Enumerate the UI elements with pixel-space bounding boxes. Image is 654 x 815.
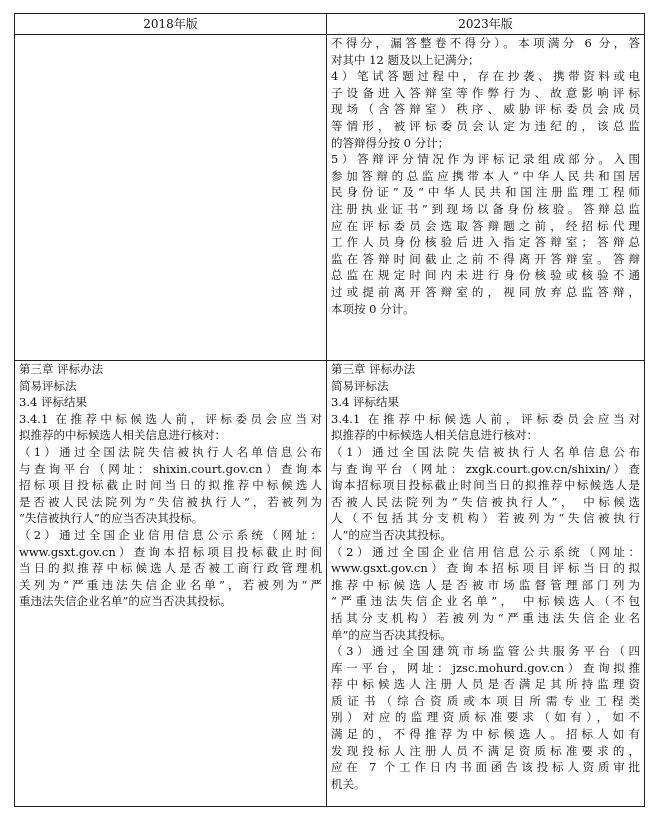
text-line: 库一平台，网址：jzsc.mohurd.gov.cn）查询拟推 — [331, 660, 640, 675]
text-line: www.gsxt.gov.cn）查询本招标项目评标当日的拟 — [331, 561, 640, 576]
text-line: 简易评标法 — [331, 378, 389, 393]
text-line: 与查询平台（网址：shixin.court.gov.cn）查询本 — [19, 461, 322, 476]
text-line: 与查询平台（网址：zxgk.court.gov.cn/shixin/）查 — [331, 461, 640, 476]
header-2018: 2018年版 — [15, 14, 327, 35]
text-line: 子设备进入答辩室等作弊行为、故意影响评标 — [331, 85, 640, 100]
text-line: 注册执业证书”到现场以备身份核验。答辩总监 — [331, 201, 640, 216]
header-row — [15, 14, 645, 35]
text-line: 3.4.1 在推荐中标候选人前，评标委员会应当对 — [19, 411, 322, 426]
cell-2018-continued — [15, 35, 327, 361]
text-line: 简易评标法 — [19, 378, 77, 393]
text-line: 人（不包括其分支机构）若被列为“失信被执行 — [331, 511, 640, 526]
text-line: 括其分支机构）若被列为“严重违法失信企业名 — [331, 610, 640, 625]
text-line: 本项按 0 分计。 — [331, 301, 415, 316]
text-line: （1）通过全国法院失信被执行人名单信息公布 — [19, 444, 322, 459]
text-line: 的答辩得分按 0 分计； — [331, 135, 450, 150]
comparison-table — [14, 13, 645, 807]
cell-2023-continued — [327, 35, 645, 361]
text-line: 第三章 评标办法 — [19, 362, 104, 376]
table-row — [15, 35, 645, 361]
text-line: 质证书（综合资质或本项目所需专业工程类 — [331, 693, 640, 708]
text-line: 总监在规定时间内未进行身份核验或核验不通 — [331, 268, 640, 283]
text-line: 别）对应的监理资质标准要求（如有），如不 — [331, 710, 640, 725]
table-row — [15, 361, 645, 807]
text-line: 招标项目投标截止时间当日的拟推荐中标候选人 — [19, 478, 322, 493]
text-line: 推荐中标候选人是否被市场监督管理部门列为 — [331, 577, 640, 592]
text-line: 机关。 — [331, 776, 366, 791]
text-line: 询本招标项目投标截止时间当日的拟推荐中标候选人是 — [331, 478, 640, 493]
text-line: 3.4 评标结果 — [19, 395, 87, 410]
text-line: 5）答辩评分情况作为评标记录组成部分。入围 — [331, 152, 640, 167]
text-line: 拟推荐的中标候选人相关信息进行核对： — [19, 428, 226, 443]
text-line: “失信被执行人”的应当否决其投标。 — [19, 511, 204, 526]
text-line: 单”的应当否决其投标。 — [331, 627, 452, 642]
text-line: 否被人民法院列为“失信被执行人”， 中标候选 — [331, 494, 640, 509]
text-line: 4）笔试答题过程中，存在抄袭、携带资料或电 — [331, 69, 640, 84]
cell-2023-chapter3 — [327, 361, 645, 807]
text-line: 3.4 评标结果 — [331, 395, 399, 410]
text-line: 等情形，被评标委员会认定为违纪的，该总监 — [331, 118, 640, 133]
text-line: “严重违法失信企业名单”， 中标候选人（不包 — [331, 594, 640, 609]
text-line: 是否被人民法院列为“失信被执行人”，若被列为 — [19, 494, 322, 509]
text-line: www.gsxt.gov.cn）查询本招标项目投标截止时间 — [19, 544, 322, 559]
text-line: 第三章 评标办法 — [331, 362, 416, 376]
text-line: 应在 7 个工作日内书面函告该投标人资质审批 — [331, 760, 640, 775]
text-line: 现场（含答辩室）秩序、威胁评标委员会成员 — [331, 102, 640, 117]
text-line: （1）通过全国法院失信被执行人名单信息公布 — [331, 444, 640, 459]
text-line: 人”的应当否决其投标。 — [331, 527, 452, 542]
text-line: 满足的，不得推荐为中标候选人。招标人如有 — [331, 727, 640, 742]
text-line: （2）通过全国企业信用信息公示系统（网址： — [331, 544, 640, 559]
text-line: 3.4.1 在推荐中标候选人前，评标委员会应当对 — [331, 411, 640, 426]
text-line: 对其中 12 题及以上记满分； — [331, 52, 480, 67]
text-line: 不得分，漏答整卷不得分）。本项满分 6 分，答 — [331, 36, 640, 50]
text-line: 关列为“严重违法失信企业名单”，若被列为“严 — [19, 577, 322, 592]
text-line: 应在评标委员会选取答辩题之前，经招标代理 — [331, 218, 640, 233]
text-line: 过或提前离开答辩室的，视同放弃总监答辩， — [331, 284, 640, 299]
text-line: 重违法失信企业名单”的应当否决其投标。 — [19, 594, 232, 609]
text-line: 监在答辩时间截止之前不得离开答辩室。答辩 — [331, 251, 640, 266]
text-line: 拟推荐的中标候选人相关信息进行核对： — [331, 428, 538, 443]
text-line: 工作人员身份核验后进入指定答辩室；答辩总 — [331, 235, 640, 250]
text-line: （2）通过全国企业信用信息公示系统（网址： — [19, 527, 322, 542]
text-line: 民身份证”及“中华人民共和国注册监理工程师 — [331, 185, 640, 200]
header-2023: 2023年版 — [327, 14, 645, 35]
cell-2018-chapter3 — [15, 361, 327, 807]
text-line: （3）通过全国建筑市场监管公共服务平台（四 — [331, 644, 640, 659]
text-line: 参加答辩的总监应携带本人“中华人民共和国居 — [331, 168, 640, 183]
text-line: 当日的拟推荐中标候选人是否被工商行政管理机 — [19, 561, 322, 576]
text-line: 发现投标人注册人员不满足资质标准要求的， — [331, 743, 640, 758]
text-line: 荐中标候选人注册人员是否满足其所持监理资 — [331, 677, 640, 692]
